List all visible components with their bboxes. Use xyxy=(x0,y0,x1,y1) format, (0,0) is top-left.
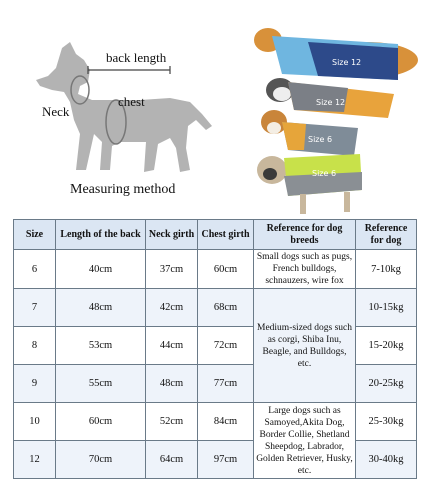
size-tag-4: Size 6 xyxy=(312,169,337,178)
cell-neck: 37cm xyxy=(146,250,198,289)
dog-photo-3 xyxy=(261,110,358,156)
table-row xyxy=(14,365,417,403)
cell-neck: 44cm xyxy=(146,327,198,365)
cell-length: 60cm xyxy=(56,403,146,441)
cell-breeds-large: Large dogs such as Samoyed,Akita Dog, Border Collie, Shetland Sheepdog, Labrador, Golden Retriever, Husky, etc. xyxy=(254,403,356,479)
cell-size: 9 xyxy=(14,365,56,403)
cell-breeds-small: Small dogs such as pugs, French bulldogs, schnauzers, wire fox xyxy=(254,250,356,289)
cell-neck: 42cm xyxy=(146,289,198,327)
header-size: Size xyxy=(14,220,56,250)
cell-length: 70cm xyxy=(56,441,146,479)
cell-size: 7 xyxy=(14,289,56,327)
dogs-photo xyxy=(248,18,420,218)
cell-length: 40cm xyxy=(56,250,146,289)
cell-chest: 60cm xyxy=(198,250,254,289)
cell-weight: 30-40kg xyxy=(356,441,417,479)
back-length-label: back length xyxy=(106,50,167,65)
cell-weight: 10-15kg xyxy=(356,289,417,327)
cell-neck: 64cm xyxy=(146,441,198,479)
size-tag-1: Size 12 xyxy=(332,58,362,67)
cell-neck: 52cm xyxy=(146,403,198,441)
dog-photo-4 xyxy=(257,154,362,214)
measuring-method-caption: Measuring method xyxy=(70,182,176,197)
neck-label: Neck xyxy=(42,104,70,119)
cell-chest: 84cm xyxy=(198,403,254,441)
dog-photo-2 xyxy=(266,78,394,118)
size-chart-table xyxy=(13,219,417,479)
size-tag-3: Size 6 xyxy=(308,135,333,144)
table-header-row xyxy=(14,220,417,250)
cell-weight: 25-30kg xyxy=(356,403,417,441)
cell-weight: 7-10kg xyxy=(356,250,417,289)
cell-weight: 15-20kg xyxy=(356,327,417,365)
chest-label: chest xyxy=(118,94,145,109)
header-chest: Chest girth xyxy=(198,220,254,250)
table-row xyxy=(14,250,417,289)
cell-breeds-medium: Medium-sized dogs such as corgi, Shiba Inu, Beagle, and Bulldogs, etc. xyxy=(254,289,356,403)
dog-photo-1 xyxy=(254,28,418,80)
cell-chest: 77cm xyxy=(198,365,254,403)
table-row xyxy=(14,441,417,479)
header-length: Length of the back xyxy=(56,220,146,250)
header-neck: Neck girth xyxy=(146,220,198,250)
cell-weight: 20-25kg xyxy=(356,365,417,403)
table-row xyxy=(14,327,417,365)
cell-length: 53cm xyxy=(56,327,146,365)
table-row xyxy=(14,403,417,441)
table-row xyxy=(14,289,417,327)
size-tag-2: Size 12 xyxy=(316,98,346,107)
cell-size: 6 xyxy=(14,250,56,289)
cell-length: 55cm xyxy=(56,365,146,403)
top-section xyxy=(0,0,428,215)
header-breeds: Reference for dog breeds xyxy=(254,220,356,250)
cell-size: 8 xyxy=(14,327,56,365)
cell-neck: 48cm xyxy=(146,365,198,403)
cell-length: 48cm xyxy=(56,289,146,327)
cell-size: 10 xyxy=(14,403,56,441)
cell-chest: 68cm xyxy=(198,289,254,327)
cell-chest: 72cm xyxy=(198,327,254,365)
header-weight: Reference for dog xyxy=(356,220,417,250)
cell-chest: 97cm xyxy=(198,441,254,479)
cell-size: 12 xyxy=(14,441,56,479)
